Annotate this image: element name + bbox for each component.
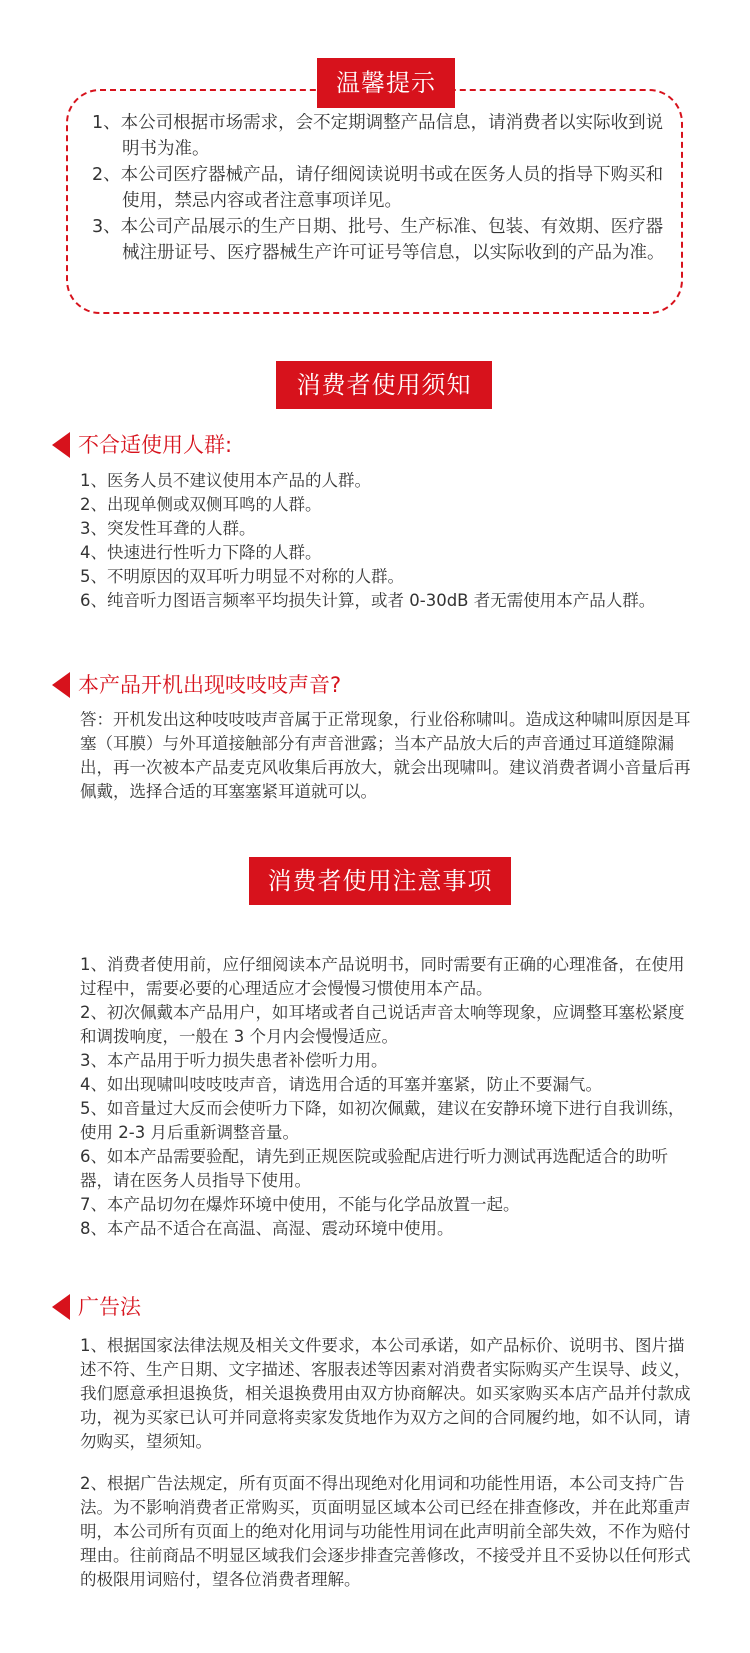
list-item: 4、快速进行性听力下降的人群。 — [80, 543, 322, 562]
notice-list — [92, 110, 672, 266]
list-item: 1、消费者使用前，应仔细阅读本产品说明书，同时需要有正确的心理准备，在使用过程中，需要必要的心理适应才会慢慢习惯使用本产品。 — [80, 955, 685, 998]
list-item: 2、初次佩戴本产品用户，如耳堵或者自己说话声音太响等现象，应调整耳塞松紧度和调拨响度，一般在 3 个月内会慢慢适应。 — [80, 1003, 685, 1046]
squeal-heading-label: 本产品开机出现吱吱吱声音? — [78, 673, 342, 697]
squeal-heading — [52, 670, 341, 700]
notice-item: 2、本公司医疗器械产品，请仔细阅读说明书或在医务人员的指导下购买和使用，禁忌内容或者注意事项详见。 — [92, 165, 664, 211]
list-item: 1、医务人员不建议使用本产品的人群。 — [80, 471, 371, 490]
list-item: 3、本产品用于听力损失患者补偿听力用。 — [80, 1051, 388, 1070]
precautions-list — [80, 953, 698, 1241]
list-item: 4、如出现啸叫吱吱吱声音，请选用合适的耳塞并塞紧，防止不要漏气。 — [80, 1075, 602, 1094]
unsuitable-heading-label: 不合适使用人群: — [78, 433, 233, 457]
ad-law-paragraph: 2、根据广告法规定，所有页面不得出现绝对化用词和功能性用语，本公司支持广告法。为不影响消费者正常购买，页面明显区域本公司已经在排查修改，并在此郑重声明，本公司所有页面上的绝对化用词与功能性用词在此声明前全部失效，不作为赔付理由。往前商品不明显区域我们会逐步排查完善修改，不接受并且不妥协以任何形式的极限用词赔付，望各位消费者理解。 — [80, 1474, 691, 1589]
notice-item: 1、本公司根据市场需求，会不定期调整产品信息，请消费者以实际收到说明书为准。 — [92, 113, 664, 159]
list-item: 7、本产品切勿在爆炸环境中使用，不能与化学品放置一起。 — [80, 1195, 520, 1214]
ad-law-heading — [52, 1292, 141, 1322]
list-item: 5、不明原因的双耳听力明显不对称的人群。 — [80, 567, 404, 586]
consumer-notice-banner: 消费者使用须知 — [276, 361, 492, 409]
list-item: 5、如音量过大反而会使听力下降，如初次佩戴，建议在安静环境下进行自我训练，使用 2-3 月后重新调整音量。 — [80, 1099, 685, 1142]
list-item: 8、本产品不适合在高温、高湿、震动环境中使用。 — [80, 1219, 454, 1238]
notice-title: 温馨提示 — [317, 58, 455, 108]
unsuitable-heading — [52, 430, 232, 460]
triangle-left-icon — [52, 672, 70, 698]
squeal-answer: 答：开机发出这种吱吱吱声音属于正常现象，行业俗称啸叫。造成这种啸叫原因是耳塞（耳膜）与外耳道接触部分有声音泄露；当本产品放大后的声音通过耳道缝隙漏出，再一次被本产品麦克风收集后再放大，就会出现啸叫。建议消费者调小音量后再佩戴，选择合适的耳塞塞紧耳道就可以。 — [80, 710, 691, 801]
list-item: 2、出现单侧或双侧耳鸣的人群。 — [80, 495, 322, 514]
list-item: 3、突发性耳聋的人群。 — [80, 519, 256, 538]
triangle-left-icon — [52, 432, 70, 458]
list-item: 6、纯音听力图语言频率平均损失计算，或者 0-30dB 者无需使用本产品人群。 — [80, 591, 656, 610]
ad-law-paragraph: 1、根据国家法律法规及相关文件要求，本公司承诺，如产品标价、说明书、图片描述不符、生产日期、文字描述、客服表述等因素对消费者实际购买产生误导、歧义，我们愿意承担退换货，相关退换费用由双方协商解决。如买家购买本店产品并付款成功，视为买家已认可并同意将卖家发货地作为双方之间的合同履约地，如不认同，请勿购买，望须知。 — [80, 1336, 691, 1451]
precautions-banner: 消费者使用注意事项 — [249, 857, 511, 905]
unsuitable-list — [80, 469, 720, 613]
ad-law-heading-label: 广告法 — [78, 1295, 141, 1319]
triangle-left-icon — [52, 1294, 70, 1320]
list-item: 6、如本产品需要验配，请先到正规医院或验配店进行听力测试再选配适合的助听器，请在医务人员指导下使用。 — [80, 1147, 668, 1190]
notice-item: 3、本公司产品展示的生产日期、批号、生产标准、包装、有效期、医疗器械注册证号、医疗器械生产许可证号等信息，以实际收到的产品为准。 — [92, 217, 665, 263]
